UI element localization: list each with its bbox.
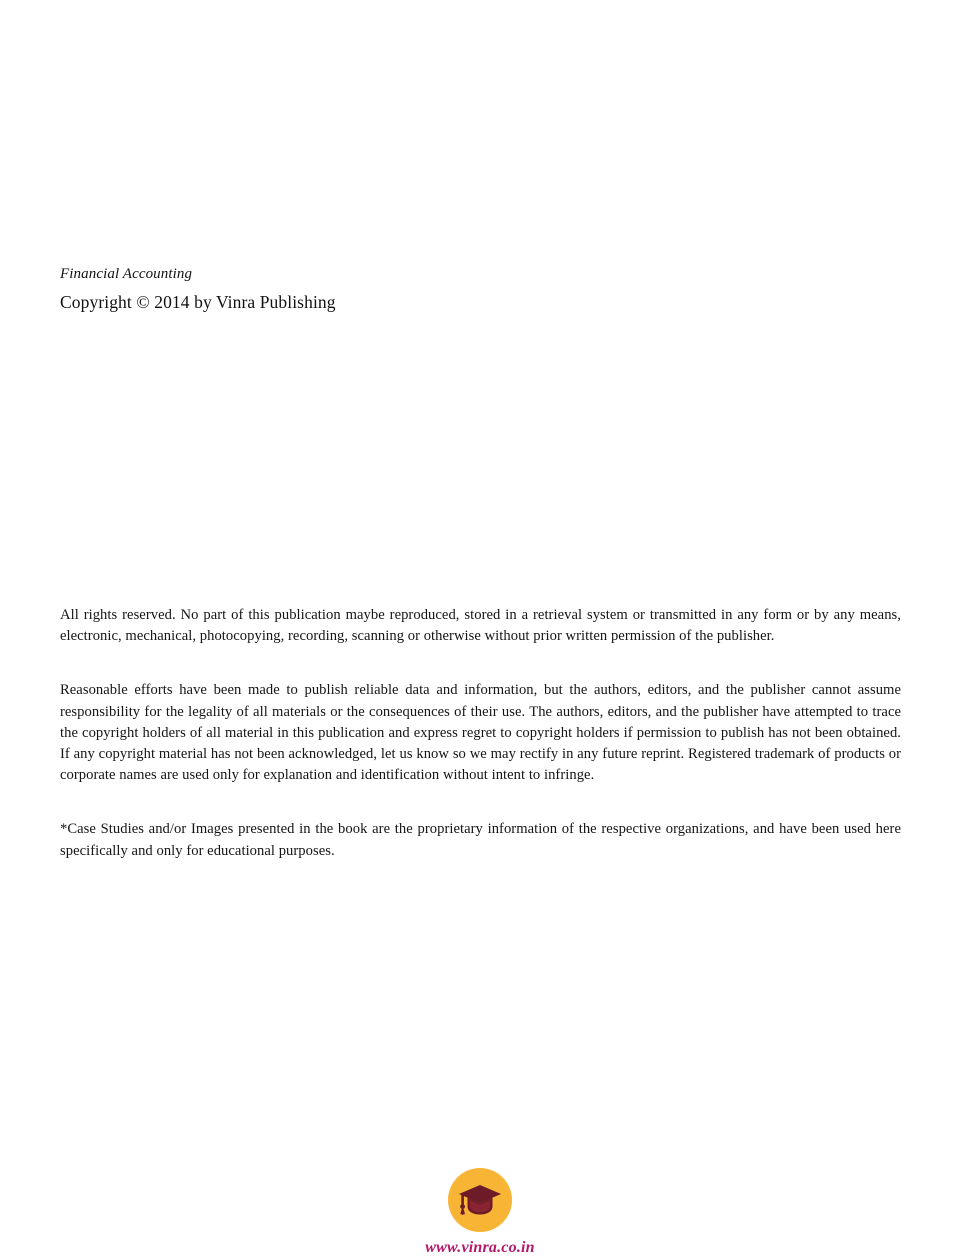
book-title: Financial Accounting <box>60 266 193 282</box>
legal-paragraph-case-studies: *Case Studies and/or Images presented in the book are the proprietary information of the respective organizations, and have been used here specifically and only for educational purposes. <box>60 821 901 859</box>
publisher-logo <box>0 1168 960 1257</box>
copyright-line: Copyright © 2014 by Vinra Publishing <box>60 292 336 312</box>
legal-text-block <box>60 605 901 862</box>
masthead <box>60 264 760 313</box>
publisher-url[interactable]: www.vinra.co.in <box>425 1239 535 1256</box>
legal-paragraph-disclaimer: Reasonable efforts have been made to publish reliable data and information, but the authors, editors, and the publisher cannot assume responsibility for the legality of all materials or the consequences of their use. The authors, editors, and the publisher have attempted to trace the copyright holders of all material in this publication and express regret to copyright holders if permission to publish has not been obtained. If any copyright material has not been acknowledged, let us know so we may rectify in any future reprint. Registered trademark of products or corporate names are used only for explanation and identification without intent to infringe. <box>60 682 901 784</box>
graduation-cap-icon <box>457 1181 503 1219</box>
legal-paragraph-rights-reserved: All rights reserved. No part of this publication maybe reproduced, stored in a retrieval system or transmitted in any form or by any means, electronic, mechanical, photocopying, recording, scanning or otherwise without prior written permission of the publisher. <box>60 607 901 645</box>
logo-badge <box>448 1168 512 1232</box>
